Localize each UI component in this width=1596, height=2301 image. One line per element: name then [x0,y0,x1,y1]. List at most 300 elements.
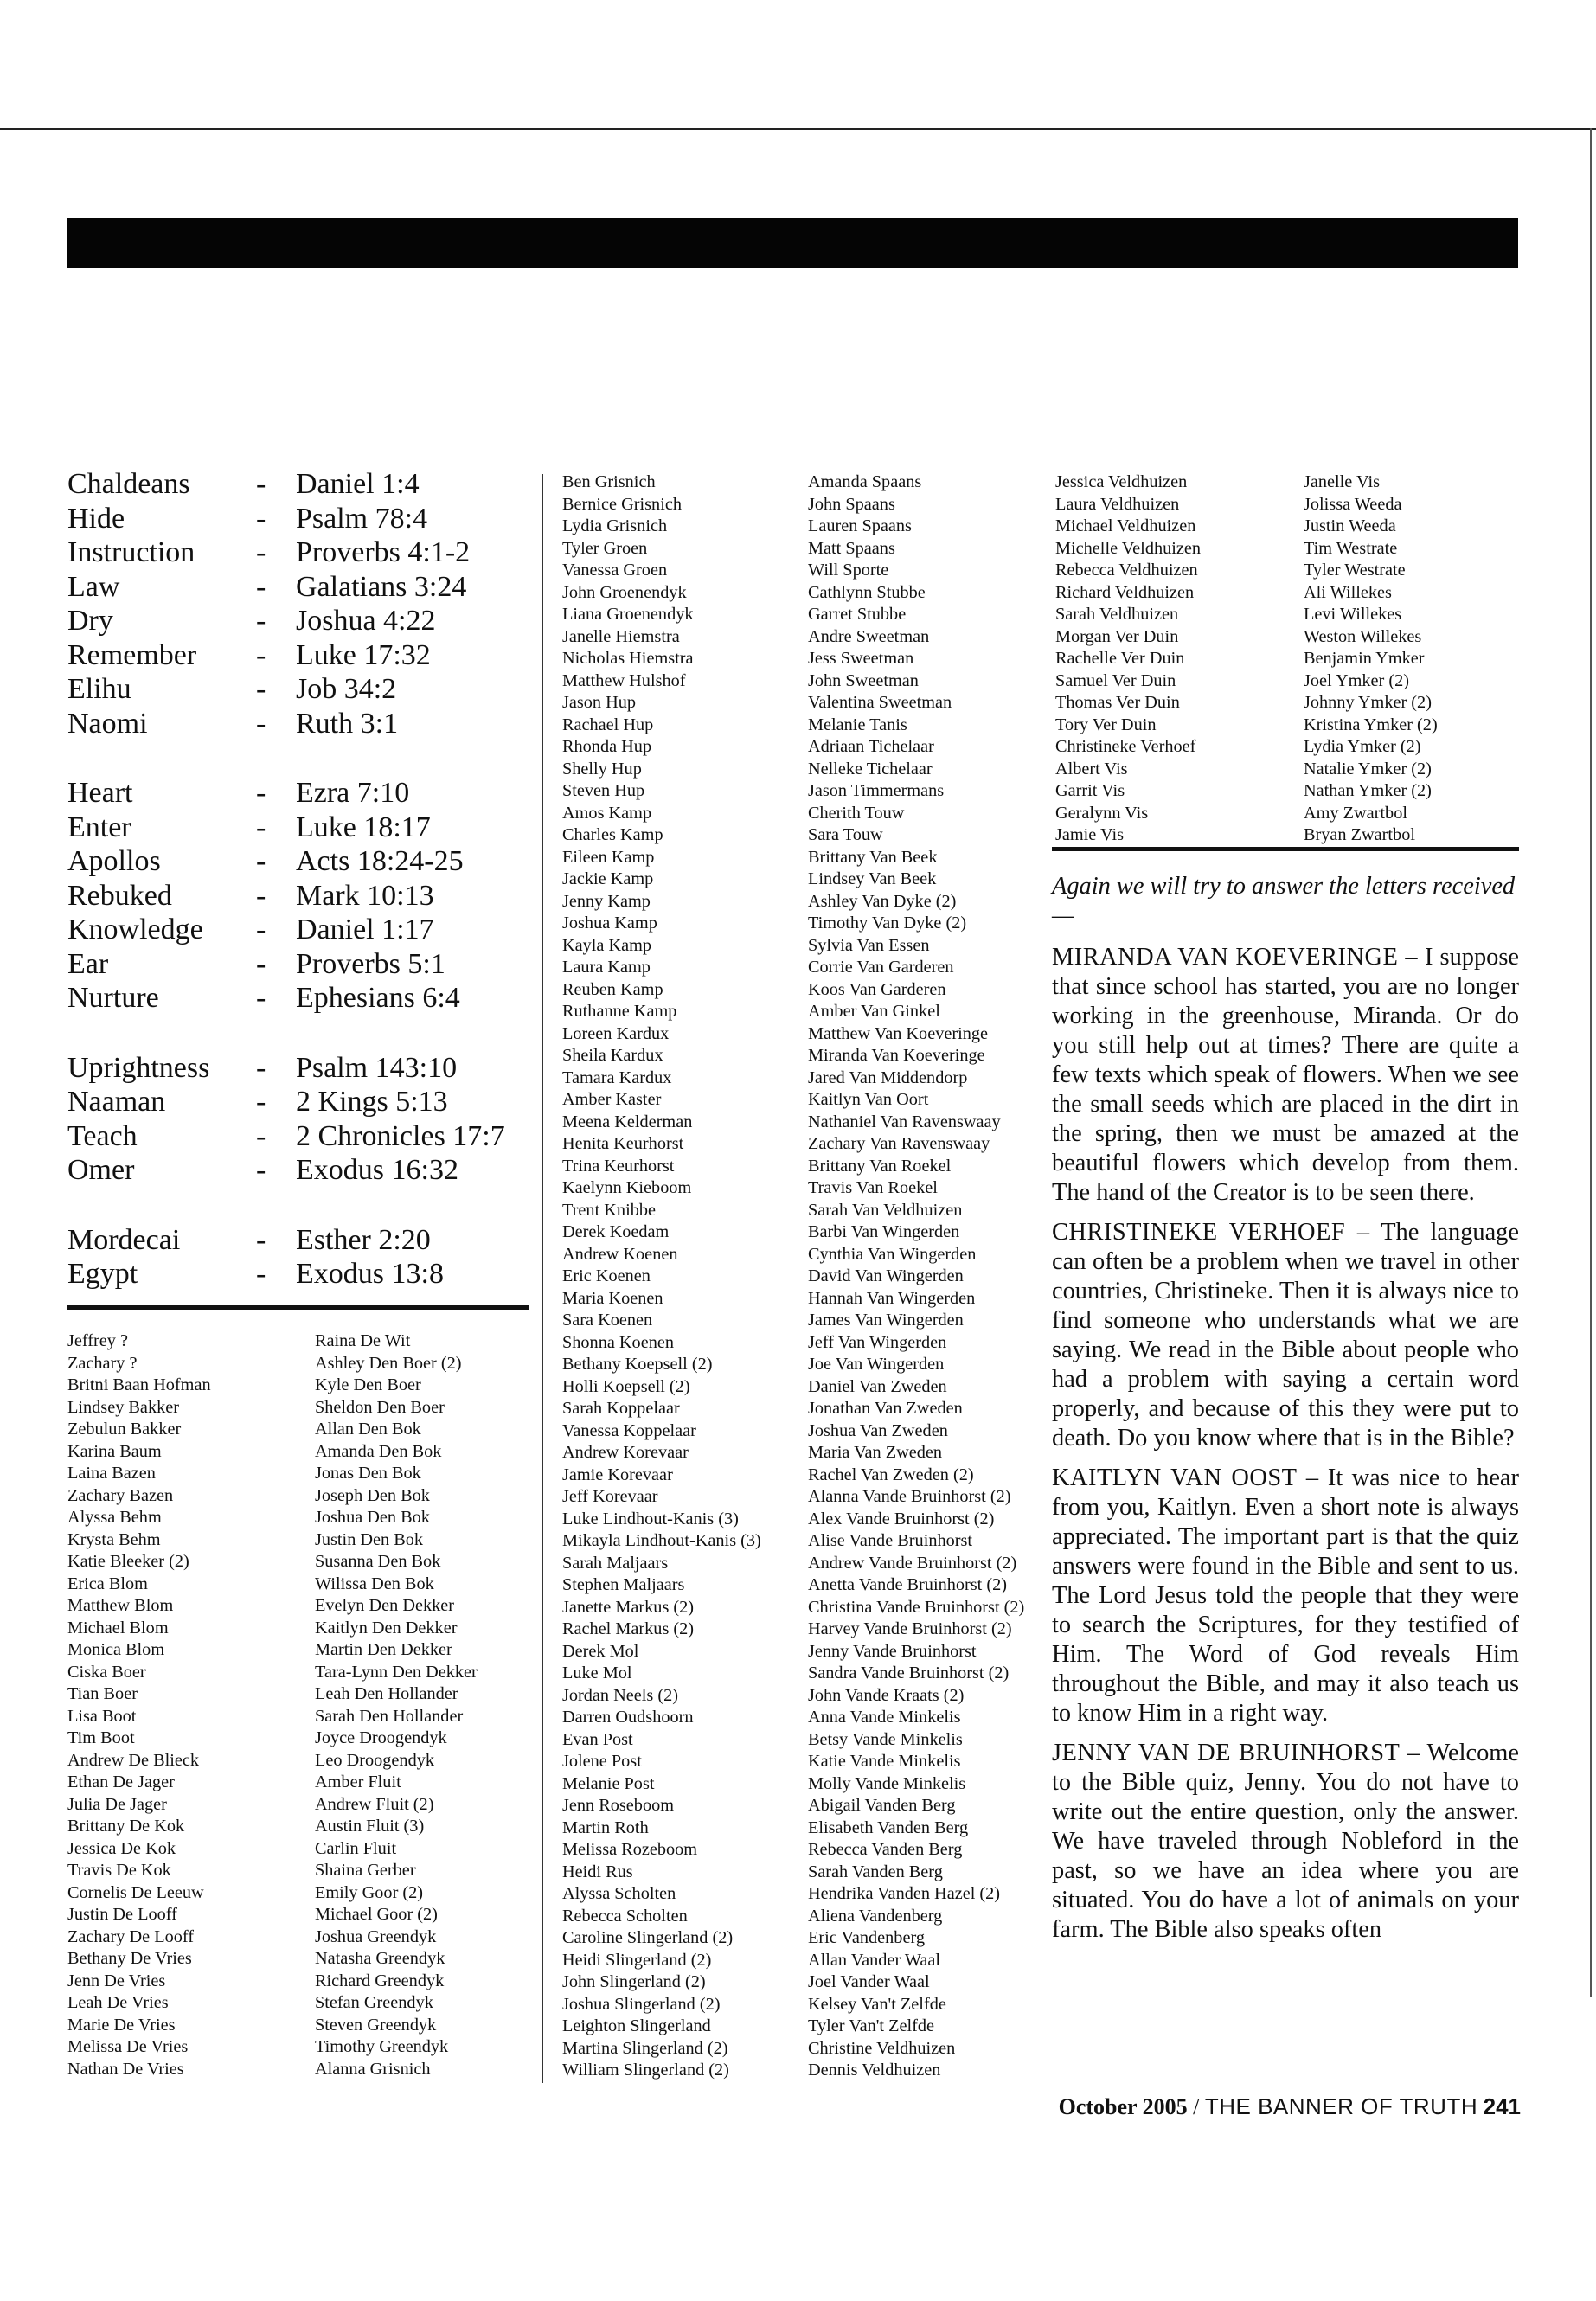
participant-name: Jared Van Middendorp [808,1067,968,1087]
participant-name: Kayla Kamp [562,935,652,955]
participant-name: Heidi Rus [562,1862,633,1881]
answer-dash: - [256,468,266,500]
participant-name: Emily Goor (2) [315,1882,424,1902]
participant-name: Benjamin Ymker [1304,649,1425,668]
participant-name: Lisa Boot [67,1706,137,1726]
participant-name: Leighton Slingerland [562,2016,711,2035]
letter-reply [1052,1218,1519,1453]
participant-name: Sandra Vande Bruinhorst (2) [808,1663,1010,1682]
participant-name: Travis Van Roekel [808,1178,938,1197]
participant-name: Kelsey Van't Zelfde [808,1994,946,2014]
participant-name: Michelle Veldhuizen [1055,538,1202,558]
participant-name: Tamara Kardux [562,1067,672,1087]
participant-name: Rachel Markus (2) [562,1619,695,1638]
letter-reply [1052,1739,1519,1945]
participant-name: Rebecca Veldhuizen [1055,561,1198,580]
participant-name: Kaitlyn Den Dekker [315,1618,458,1638]
participant-name: Christina Vande Bruinhorst (2) [808,1597,1025,1617]
participant-name: Jessica De Kok [67,1838,176,1858]
answer-reference: Joshua 4:22 [296,605,436,637]
participant-name: Bethany Koepsell (2) [562,1355,713,1374]
participant-name: Lindsey Bakker [67,1397,179,1417]
participant-name: Zebulun Bakker [67,1420,182,1439]
participant-name: Tyler Westrate [1304,561,1406,580]
participant-name: John Sweetman [808,670,919,690]
participant-name: Amanda Den Bok [315,1441,442,1461]
participant-name: Maria Koenen [562,1288,663,1308]
participant-name: Shaina Gerber [315,1861,416,1880]
participant-name: Katie Bleeker (2) [67,1552,189,1571]
participant-name: Joyce Droogendyk [315,1728,447,1747]
answer-word: Teach [67,1119,138,1152]
participant-name: Sylvia Van Essen [808,935,930,955]
participant-name: John Vande Kraats (2) [808,1685,965,1705]
participant-name: Stephen Maljaars [562,1575,685,1594]
answer-word: Ear [67,947,109,980]
participant-name: Janelle Hiemstra [562,626,680,646]
answer-dash: - [256,913,266,945]
quiz-answer-row [67,1223,530,1258]
participant-name: Eileen Kamp [562,847,655,867]
participant-name: James Van Wingerden [808,1311,964,1330]
participant-name: Jenn Roseboom [562,1796,675,1815]
answer-dash: - [256,536,266,568]
participant-name: Shelly Hup [562,759,642,779]
quiz-answer-group [67,776,530,1016]
participant-name: Amanda Spaans [808,472,922,491]
participant-name: Tyler Van't Zelfde [808,2016,935,2035]
participant-name: Ali Willekes [1304,582,1392,602]
names-column-4 [808,471,1042,2082]
answer-word: Omer [67,1154,135,1186]
participant-name: Leah Den Hollander [315,1684,458,1703]
participant-name: Michael Goor (2) [315,1905,438,1924]
answer-reference: Psalm 143:10 [296,1051,458,1084]
answer-reference: Ephesians 6:4 [296,982,460,1014]
quiz-answer-group [67,1051,530,1188]
participant-name: Lindsey Van Beek [808,869,937,888]
answer-reference: Mark 10:13 [296,879,434,912]
answer-word: Naomi [67,707,148,740]
participant-name: Alyssa Behm [67,1508,162,1527]
participant-name: Heidi Slingerland (2) [562,1950,712,1970]
participant-name: Brittany De Kok [67,1817,185,1836]
participant-name: Jason Hup [562,693,637,712]
participant-name: Cornelis De Leeuw [67,1882,204,1902]
participant-name: David Van Wingerden [808,1266,964,1285]
participant-name: Melissa De Vries [67,2037,189,2056]
participant-name: Erica Blom [67,1574,148,1593]
participant-name: Rebecca Vanden Berg [808,1840,963,1859]
participant-name: Christineke Verhoef [1055,737,1196,756]
quiz-answer-row [67,776,530,811]
answer-reference: Luke 17:32 [296,638,431,671]
participant-name: Rebecca Scholten [562,1906,688,1926]
footer-page-number: 241 [1483,2093,1521,2119]
answer-dash: - [256,638,266,671]
participant-name: Nelleke Tichelaar [808,759,933,779]
footer-magazine-title: THE BANNER OF TRUTH [1204,2093,1478,2119]
quiz-answer-row [67,879,530,913]
participant-name: Andre Sweetman [808,626,930,646]
names-column-6 [1304,471,1520,847]
participant-name: Alanna Grisnich [315,2059,431,2079]
participant-name: Derek Koedam [562,1222,670,1241]
participant-name: Henita Keurhorst [562,1134,684,1153]
quiz-answer-group [67,467,530,740]
participant-name: Leo Droogendyk [315,1750,434,1770]
participant-name: Luke Lindhout-Kanis (3) [562,1509,739,1529]
participant-name: Susanna Den Bok [315,1552,441,1571]
answer-reference: Luke 18:17 [296,811,431,843]
participant-name: Loreen Kardux [562,1023,670,1043]
answer-word: Chaldeans [67,468,190,500]
answer-dash: - [256,947,266,980]
participant-name: Sarah Maljaars [562,1553,669,1573]
quiz-answer-row [67,1119,530,1154]
answer-reference: Daniel 1:4 [296,468,420,500]
names-column-3 [562,471,796,2082]
participant-name: Andrew Korevaar [562,1443,689,1462]
quiz-answer-row [67,707,530,741]
participant-name: Andrew Vande Bruinhorst (2) [808,1553,1017,1573]
participant-name: Tian Boer [67,1684,138,1703]
participant-name: Barbi Van Wingerden [808,1222,960,1241]
participant-name: Liana Groenendyk [562,605,694,624]
participant-name: Timothy Greendyk [315,2037,449,2056]
participant-name: Zachary ? [67,1353,138,1373]
participant-name: Travis De Kok [67,1861,171,1880]
participant-name: Joel Ymker (2) [1304,670,1410,690]
participant-name: Anetta Vande Bruinhorst (2) [808,1575,1007,1594]
quiz-answer-row [67,638,530,673]
participant-name: John Slingerland (2) [562,1972,706,1991]
footer-separator: / [1193,2094,1200,2119]
quiz-answer-row [67,1085,530,1119]
participant-name: Darren Oudshoorn [562,1708,694,1727]
answer-word: Knowledge [67,913,203,945]
participant-name: Amber Van Ginkel [808,1002,940,1021]
participant-name: Bethany De Vries [67,1949,192,1968]
participant-name: Justin Den Bok [315,1529,424,1549]
participant-name: Maria Van Zweden [808,1443,943,1462]
participant-name: Nathan Ymker (2) [1304,781,1432,800]
participant-name: Melissa Rozeboom [562,1840,698,1859]
participant-name: Bernice Grisnich [562,494,682,514]
participant-name: Stefan Greendyk [315,1993,433,2012]
participant-name: Matthew Van Koeveringe [808,1023,989,1043]
participant-name: Ruthanne Kamp [562,1002,677,1021]
participant-name: Samuel Ver Duin [1055,670,1176,690]
participant-name: Rachael Hup [562,715,654,734]
participant-name: Melanie Tanis [808,715,907,734]
participant-name: Adriaan Tichelaar [808,737,934,756]
answer-reference: Psalm 78:4 [296,502,428,535]
participant-name: Sheldon Den Boer [315,1397,445,1417]
participant-name: Johnny Ymker (2) [1304,693,1432,712]
participant-name: Martina Slingerland (2) [562,2038,728,2058]
participant-name: Karina Baum [67,1441,162,1461]
participant-name: Jeff Korevaar [562,1487,658,1506]
participant-name: Meena Kelderman [562,1112,693,1131]
participant-name: Alanna Vande Bruinhorst (2) [808,1487,1011,1506]
participant-name: Melanie Post [562,1773,655,1793]
participant-name: Alyssa Scholten [562,1884,676,1903]
participant-name: Daniel Van Zweden [808,1376,947,1396]
participant-name: Tim Boot [67,1728,135,1747]
participant-name: Abigail Vanden Berg [808,1796,956,1815]
participant-name: Elisabeth Vanden Berg [808,1817,969,1837]
answer-dash: - [256,982,266,1014]
participant-name: Ciska Boer [67,1662,146,1682]
participant-name: Jolissa Weeda [1304,494,1402,514]
letters-intro: Again we will try to answer the letters received— [1052,873,1516,929]
participant-name: Matthew Blom [67,1596,174,1615]
participant-name: Tara-Lynn Den Dekker [315,1662,478,1682]
participant-name: Kyle Den Boer [315,1375,421,1394]
column-divider [542,474,543,2083]
participant-name: Michael Veldhuizen [1055,516,1196,535]
participant-name: Molly Vande Minkelis [808,1773,966,1793]
participant-name: Jeffrey ? [67,1331,129,1350]
participant-name: Garrit Vis [1055,781,1125,800]
participant-name: Janette Markus (2) [562,1597,695,1617]
participant-name: John Groenendyk [562,582,687,602]
participant-name: Jonas Den Bok [315,1464,421,1483]
participant-name: Lauren Spaans [808,516,912,535]
answer-dash: - [256,777,266,809]
answer-reference: Galatians 3:24 [296,570,467,603]
participant-name: Bryan Zwartbol [1304,825,1415,844]
answer-dash: - [256,707,266,740]
letter-body: Welcome to the Bible quiz, Jenny. You do not have to write out the entire question, only the answer. We have traveled through Nobleford in the past, so we have an idea where you are situated. You do have a lot of animals on your farm. The Bible also speaks often [1052,1740,1519,1943]
quiz-answer-row [67,913,530,947]
participant-name: Leah De Vries [67,1993,169,2012]
participant-name: Shonna Koenen [562,1332,674,1352]
letters-section [1052,872,1519,1955]
answer-word: Naaman [67,1086,166,1118]
participant-name: Jamie Korevaar [562,1465,673,1484]
participant-name: Marie De Vries [67,2015,176,2035]
participant-name: Sarah Veldhuizen [1055,605,1179,624]
participant-name: Jeff Van Wingerden [808,1332,947,1352]
letter-reply [1052,1464,1519,1728]
answer-dash: - [256,1086,266,1118]
participant-name: Amber Fluit [315,1772,401,1791]
participant-name: Kaelynn Kieboom [562,1178,692,1197]
letter-recipient-name: MIRANDA VAN KOEVERINGE – I [1052,944,1433,971]
answer-reference: 2 Chronicles 17:7 [296,1119,505,1152]
quiz-answer-row [67,1153,530,1188]
answer-dash: - [256,1258,266,1290]
participant-name: Hannah Van Wingerden [808,1288,976,1308]
participant-name: Aliena Vandenberg [808,1906,943,1926]
participant-name: John Spaans [808,494,895,514]
participant-name: Evelyn Den Dekker [315,1596,455,1615]
quiz-answer-row [67,811,530,845]
answer-word: Uprightness [67,1051,210,1084]
participant-name: Joshua Greendyk [315,1926,437,1946]
participant-name: Jenny Kamp [562,891,651,911]
answer-dash: - [256,845,266,877]
participant-name: Martin Den Dekker [315,1640,452,1659]
participant-name: Christine Veldhuizen [808,2038,956,2058]
answer-word: Rebuked [67,879,172,912]
participant-name: Weston Willekes [1304,626,1422,646]
answer-reference: Daniel 1:17 [296,913,434,945]
answer-reference: Proverbs 5:1 [296,947,445,980]
participant-name: Zachary Bazen [67,1485,174,1505]
quiz-answers [67,467,530,1327]
participant-name: Vanessa Koppelaar [562,1420,696,1440]
answer-dash: - [256,605,266,637]
answer-word: Elihu [67,673,131,705]
answer-word: Dry [67,605,113,637]
participant-name: Raina De Wit [315,1331,411,1350]
participant-name: Andrew De Blieck [67,1750,200,1770]
answer-word: Enter [67,811,131,843]
participant-name: Trina Keurhorst [562,1156,675,1176]
participant-name: Amos Kamp [562,803,652,823]
answer-reference: Exodus 16:32 [296,1154,458,1186]
quiz-answer-row [67,1257,530,1292]
participant-name: Jess Sweetman [808,649,914,668]
answer-word: Heart [67,777,133,809]
participant-name: Joshua Van Zweden [808,1420,948,1440]
participant-name: Ashley Den Boer (2) [315,1353,462,1373]
participant-name: Sarah Van Veldhuizen [808,1200,963,1220]
quiz-answer-row [67,502,530,536]
answer-word: Mordecai [67,1223,181,1256]
participant-name: Timothy Van Dyke (2) [808,913,967,933]
answer-dash: - [256,1051,266,1084]
participant-name: Alex Vande Bruinhorst (2) [808,1509,995,1529]
answer-word: Apollos [67,845,161,877]
letters-list [1052,943,1519,1945]
participant-name: Jonathan Van Zweden [808,1399,963,1418]
participant-name: Kristina Ymker (2) [1304,715,1438,734]
participant-name: Natasha Greendyk [315,1949,445,1968]
participant-name: Andrew Koenen [562,1244,678,1264]
participant-name: Allan Vander Waal [808,1950,941,1970]
participant-name: Trent Knibbe [562,1200,656,1220]
participant-name: Katie Vande Minkelis [808,1752,961,1771]
participant-name: Laura Kamp [562,958,651,977]
quiz-answer-row [67,1051,530,1086]
answer-dash: - [256,811,266,843]
answer-reference: Ezra 7:10 [296,777,410,809]
participant-name: Joseph Den Bok [315,1485,430,1505]
names-column-2 [315,1330,542,2080]
participant-name: Justin De Looff [67,1905,177,1924]
letter-reply [1052,943,1519,1208]
participant-name: Nicholas Hiemstra [562,649,694,668]
participant-name: Cathlynn Stubbe [808,582,926,602]
participant-name: Kaitlyn Van Oort [808,1090,929,1109]
participant-name: Rhonda Hup [562,737,652,756]
participant-name: Tory Ver Duin [1055,715,1157,734]
answer-reference: Exodus 13:8 [296,1258,444,1290]
answer-reference: 2 Kings 5:13 [296,1086,448,1118]
participant-name: William Slingerland (2) [562,2061,729,2080]
answer-reference: Job 34:2 [296,673,397,705]
participant-name: Joshua Den Bok [315,1508,430,1527]
participant-name: Evan Post [562,1729,633,1749]
participant-name: Matt Spaans [808,538,895,558]
answer-word: Instruction [67,536,195,568]
letter-recipient-name: JENNY VAN DE BRUINHORST – [1052,1740,1420,1766]
participant-name: Eric Koenen [562,1266,651,1285]
names-column-5 [1055,471,1285,847]
participant-name: Will Sporte [808,561,889,580]
participant-name: Lydia Grisnich [562,516,668,535]
letter-body: It was nice to hear from you, Kaitlyn. Even a short note is always appreciated. The important part is that the quiz answers were found in the Bible and sent to us. The Lord Jesus told the people that they were to search the Scriptures, for they testified of Him. The Word of God reveals Him throughout the Bible, and may it also teach us to know Him in a right way. [1052,1465,1519,1727]
participant-name: Dennis Veldhuizen [808,2061,941,2080]
participant-name: Ethan De Jager [67,1772,175,1791]
participant-name: Laina Bazen [67,1464,156,1483]
participant-name: Martin Roth [562,1817,649,1837]
quiz-answer-row [67,535,530,570]
participant-name: Joe Van Wingerden [808,1355,945,1374]
participant-name: Ashley Van Dyke (2) [808,891,957,911]
participant-name: Sara Touw [808,825,883,844]
quiz-answer-row [67,570,530,605]
participant-name: Betsy Vande Minkelis [808,1729,963,1749]
participant-name: Jackie Kamp [562,869,654,888]
quiz-answer-row [67,844,530,879]
participant-name: Lydia Ymker (2) [1304,737,1421,756]
participant-name: Matthew Hulshof [562,670,686,690]
quiz-answer-row [67,981,530,1016]
answer-dash: - [256,502,266,535]
page-footer [1036,2093,1521,2120]
answer-word: Law [67,570,120,603]
participant-name: Sarah Den Hollander [315,1706,464,1726]
participant-name: Monica Blom [67,1640,165,1659]
participant-name: Andrew Fluit (2) [315,1794,434,1814]
participant-name: Caroline Slingerland (2) [562,1928,734,1947]
participant-name: Joel Vander Waal [808,1972,930,1991]
participant-name: Geralynn Vis [1055,803,1149,823]
participant-name: Austin Fluit (3) [315,1817,425,1836]
participant-name: Steven Greendyk [315,2015,437,2035]
participant-name: Jolene Post [562,1752,642,1771]
answer-dash: - [256,1119,266,1152]
quiz-answer-row [67,947,530,982]
participant-name: Krysta Behm [67,1529,161,1549]
participant-name: Janelle Vis [1304,472,1380,491]
participant-name: Sarah Koppelaar [562,1399,680,1418]
participant-name: Mikayla Lindhout-Kanis (3) [562,1531,761,1550]
participant-name: Cherith Touw [808,803,905,823]
answer-dash: - [256,570,266,603]
participant-name: Sara Koenen [562,1311,653,1330]
participant-name: Allan Den Bok [315,1420,421,1439]
participant-name: Reuben Kamp [562,979,663,999]
participant-name: Steven Hup [562,781,645,800]
participant-name: Amy Zwartbol [1304,803,1407,823]
participant-name: Garret Stubbe [808,605,907,624]
participant-name: Sheila Kardux [562,1046,663,1065]
answer-reference: Acts 18:24-25 [296,845,464,877]
participant-name: Jason Timmermans [808,781,945,800]
participant-name: Sarah Vanden Berg [808,1862,943,1881]
letter-body: The language can often be a problem when we travel in other countries, Christineke. Then it is always nice to find someone who understands what we are saying. We read in the Bible about people who had a problem with saying a certain word properly, and because of this they were put to death. Do you know where that is in the Bible? [1052,1219,1519,1452]
participant-name: Charles Kamp [562,825,663,844]
participant-name: Ben Grisnich [562,472,656,491]
quiz-answer-row [67,604,530,638]
right-border-rule [1590,128,1592,1997]
